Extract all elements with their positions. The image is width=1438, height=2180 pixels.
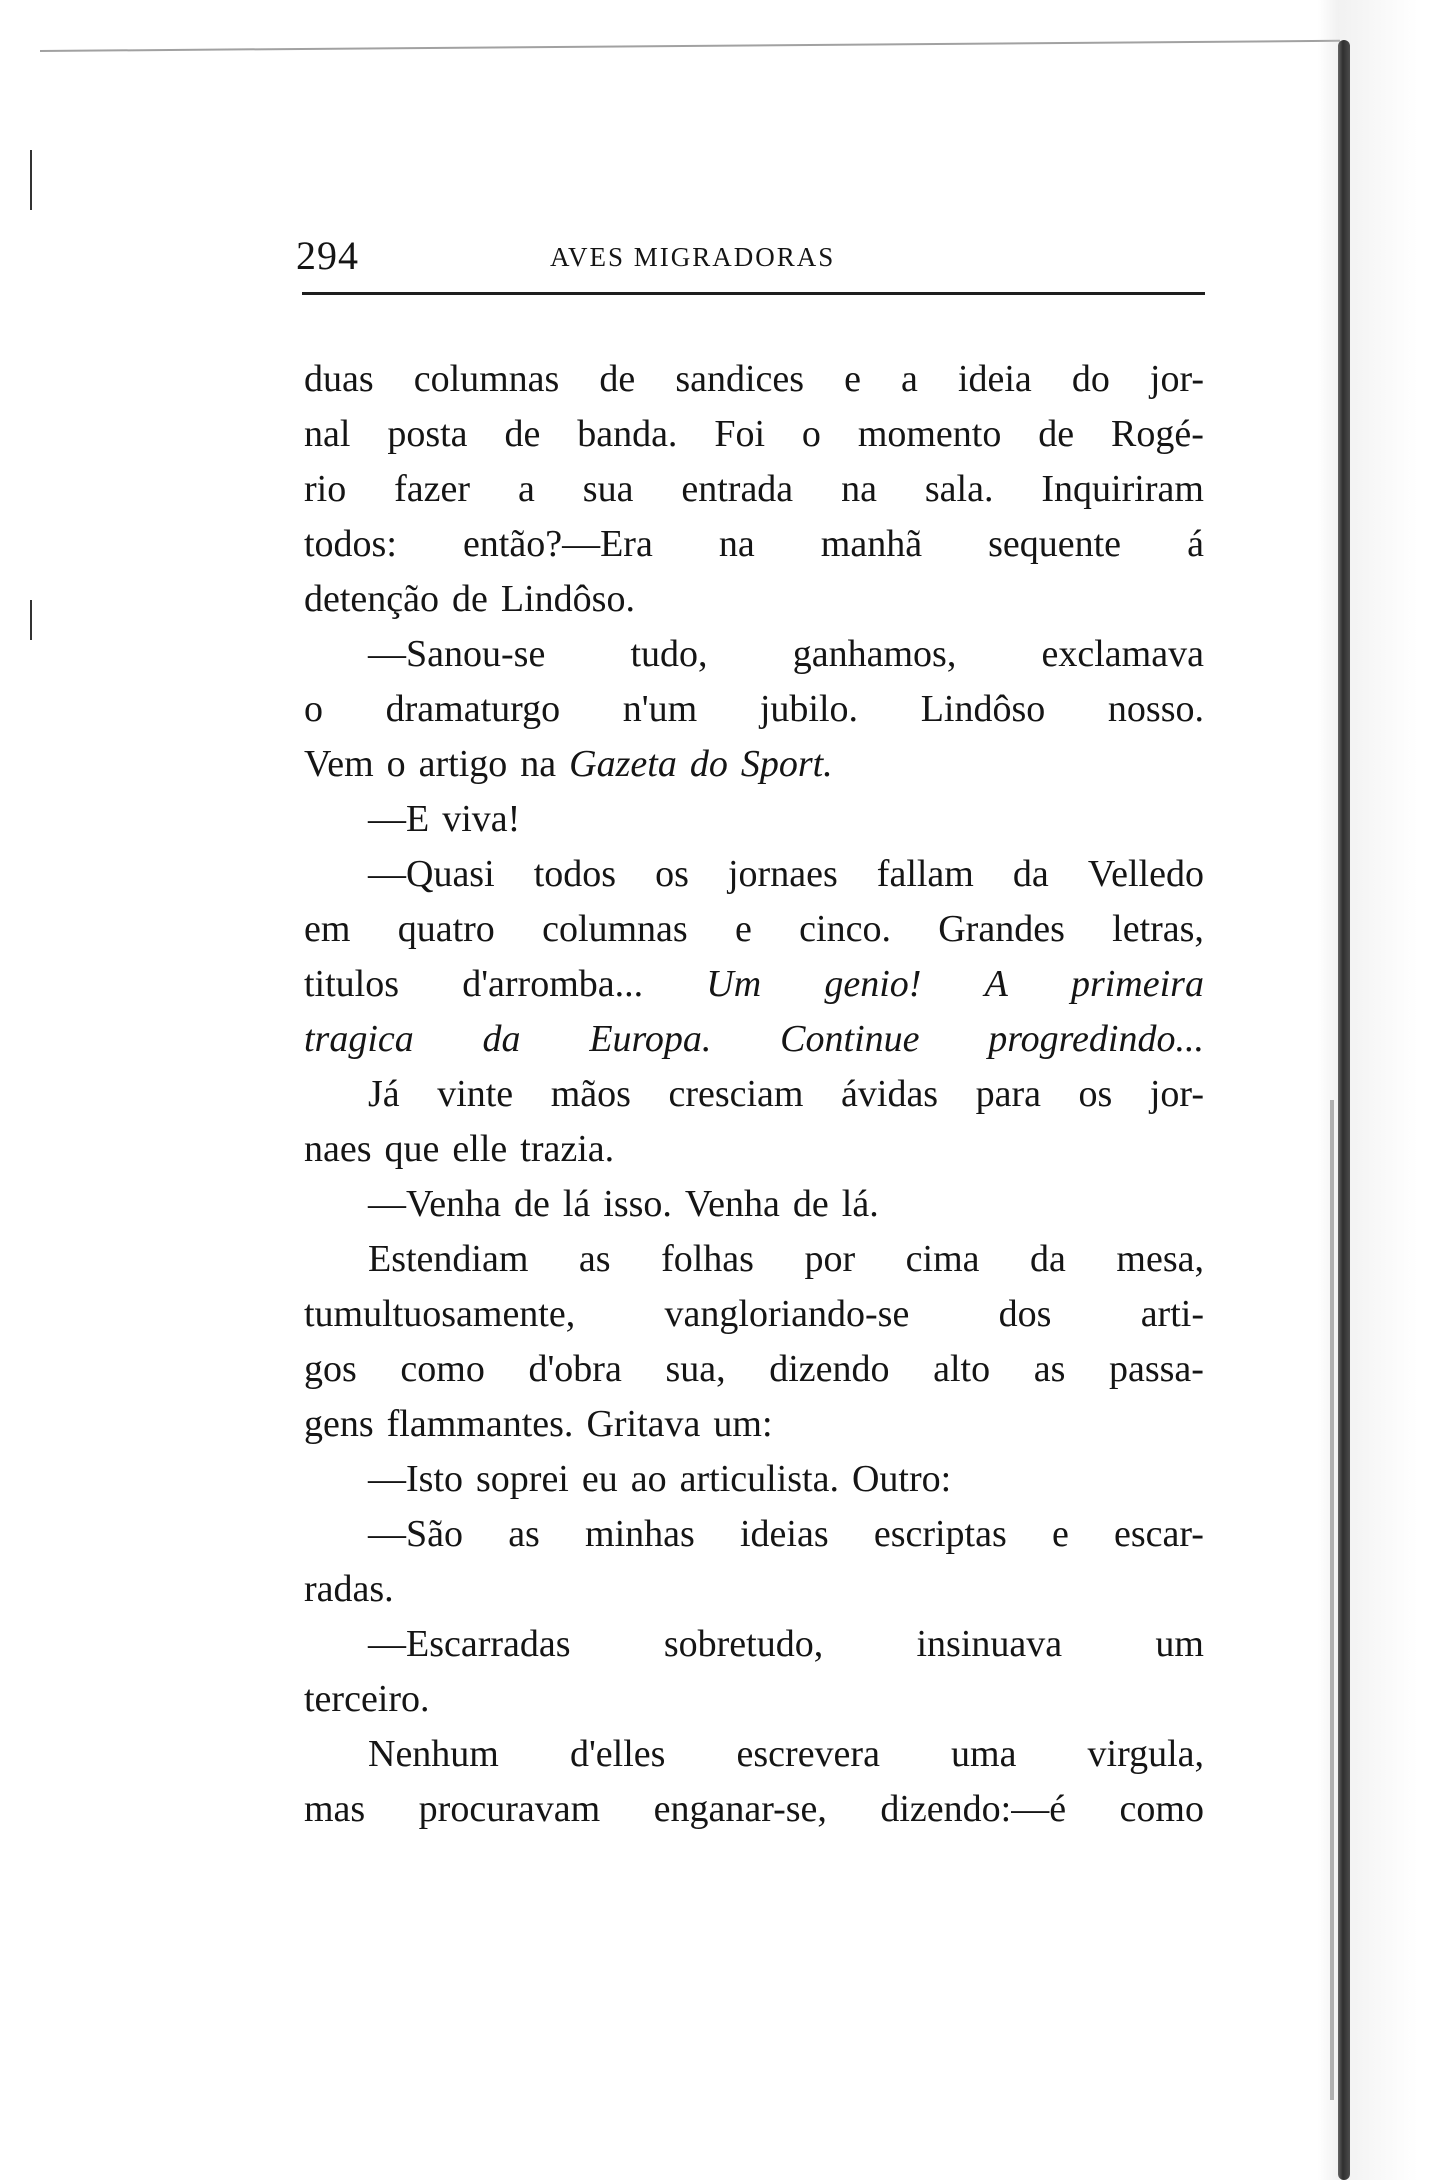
word: os <box>1078 1073 1113 1115</box>
word: titulos <box>304 963 400 1005</box>
word: o <box>386 743 406 785</box>
word: para <box>975 1073 1042 1115</box>
word: entrada <box>681 468 794 510</box>
word: —Venha <box>368 1183 501 1225</box>
word: articulista. <box>679 1458 839 1500</box>
page-number: 294 <box>296 233 359 278</box>
word: em <box>304 908 351 950</box>
word: gens <box>304 1403 374 1445</box>
text-line <box>304 1122 1204 1177</box>
word: folhas <box>661 1238 754 1280</box>
word: lá. <box>841 1183 879 1225</box>
word: de <box>792 1183 829 1225</box>
binding-shadow <box>1318 0 1438 2180</box>
word: como <box>400 1348 485 1390</box>
word: n'um <box>622 688 698 730</box>
word: mas <box>304 1788 366 1830</box>
word: Gazeta <box>569 743 677 785</box>
word: de <box>504 413 541 455</box>
word: naes <box>304 1128 372 1170</box>
text-line <box>304 1342 1204 1397</box>
word: quatro <box>397 908 495 950</box>
word: um: <box>713 1403 773 1445</box>
word: tragica <box>304 1018 414 1060</box>
word: Continue <box>780 1018 920 1060</box>
word: de <box>1038 413 1075 455</box>
word: sua, <box>665 1348 726 1390</box>
word: sua <box>582 468 634 510</box>
text-line <box>304 737 1204 792</box>
word: Venha <box>684 1183 780 1225</box>
text-line <box>304 407 1204 462</box>
word: dos <box>998 1293 1052 1335</box>
text-line <box>304 352 1204 407</box>
word: rio <box>304 468 347 510</box>
body-text <box>304 352 1204 1837</box>
word: Lindôso <box>920 688 1046 730</box>
word: por <box>804 1238 856 1280</box>
word: escriptas <box>873 1513 1007 1555</box>
word: jor- <box>1149 358 1204 400</box>
word: letras, <box>1112 908 1204 950</box>
page-edge-rule <box>40 40 1340 52</box>
text-line <box>304 1672 1204 1727</box>
word: cima <box>905 1238 980 1280</box>
word: jor- <box>1149 1073 1204 1115</box>
word: posta <box>387 413 468 455</box>
word: vinte <box>437 1073 514 1115</box>
word: —Escarradas <box>368 1623 571 1665</box>
text-line <box>304 517 1204 572</box>
text-line <box>304 1067 1204 1122</box>
word: Estendiam <box>368 1238 529 1280</box>
word: procuravam <box>418 1788 601 1830</box>
word: —Quasi <box>368 853 495 895</box>
word: —São <box>368 1513 463 1555</box>
word: Grandes <box>938 908 1065 950</box>
word: Gritava <box>586 1403 701 1445</box>
word: insinuava <box>916 1623 1063 1665</box>
word: Vem <box>304 743 374 785</box>
word: exclamava <box>1041 633 1204 675</box>
text-line <box>304 847 1204 902</box>
word: Velledo <box>1087 853 1204 895</box>
word: nosso. <box>1107 688 1204 730</box>
word: Nenhum <box>368 1733 499 1775</box>
word: A <box>984 963 1008 1005</box>
word: sala. <box>924 468 994 510</box>
word: do <box>689 743 728 785</box>
word: duas <box>304 358 374 400</box>
word: as <box>1033 1348 1066 1390</box>
word: da <box>482 1018 521 1060</box>
word: e <box>735 908 752 950</box>
word: todos <box>533 853 617 895</box>
word: enganar-se, <box>653 1788 827 1830</box>
word: flammantes. <box>386 1403 574 1445</box>
text-line <box>304 1617 1204 1672</box>
word: as <box>508 1513 540 1555</box>
text-line <box>304 1012 1204 1067</box>
running-head <box>296 232 1208 284</box>
word: soprei <box>476 1458 569 1500</box>
word: cresciam <box>668 1073 804 1115</box>
word: Um <box>706 963 762 1005</box>
word: então?—Era <box>462 523 653 565</box>
word: e <box>844 358 861 400</box>
word: de <box>599 358 636 400</box>
word: da <box>1012 853 1049 895</box>
text-line <box>304 1727 1204 1782</box>
word: todos: <box>304 523 397 565</box>
word: tumultuosamente, <box>304 1293 576 1335</box>
word: mãos <box>550 1073 631 1115</box>
word: que <box>384 1128 440 1170</box>
word: nal <box>304 413 351 455</box>
word: banda. <box>577 413 678 455</box>
word: ávidas <box>841 1073 939 1115</box>
word: isso. <box>603 1183 672 1225</box>
word: ao <box>630 1458 667 1500</box>
word: Sport. <box>740 743 833 785</box>
word: na <box>718 523 755 565</box>
word: lá <box>562 1183 591 1225</box>
word: a <box>517 468 535 510</box>
word: eu <box>581 1458 618 1500</box>
word: vangloriando-se <box>664 1293 910 1335</box>
word: sobretudo, <box>663 1623 824 1665</box>
word: Já <box>368 1073 400 1115</box>
word: as <box>578 1238 611 1280</box>
text-line <box>304 1562 1204 1617</box>
word: Outro: <box>851 1458 952 1500</box>
word: Lindôso. <box>500 578 635 620</box>
word: trazia. <box>520 1128 615 1170</box>
word: progredindo... <box>988 1018 1204 1060</box>
word: dizendo:—é <box>880 1788 1067 1830</box>
word: d'obra <box>528 1348 622 1390</box>
word: d'elles <box>569 1733 666 1775</box>
word: alto <box>933 1348 991 1390</box>
header-rule <box>302 292 1205 295</box>
text-line <box>304 1232 1204 1287</box>
word: o <box>304 688 323 730</box>
word: minhas <box>585 1513 695 1555</box>
word: Foi <box>714 413 766 455</box>
word: radas. <box>304 1568 394 1610</box>
word: terceiro. <box>304 1678 430 1720</box>
word: escar- <box>1114 1513 1204 1555</box>
word: sandices <box>675 358 805 400</box>
word: na <box>841 468 877 510</box>
text-line <box>304 957 1204 1012</box>
binding-edge-thin <box>1330 1100 1334 2100</box>
binding-edge <box>1338 40 1350 2180</box>
word: na <box>520 743 557 785</box>
word: fazer <box>394 468 471 510</box>
text-line <box>304 792 1204 847</box>
word: sequente <box>988 523 1122 565</box>
word: detenção <box>304 578 440 620</box>
word: ideias <box>740 1513 829 1555</box>
word: —E <box>368 798 430 840</box>
word: elle <box>452 1128 508 1170</box>
text-line <box>304 1177 1204 1232</box>
word: —Isto <box>368 1458 463 1500</box>
word: arti- <box>1140 1293 1204 1335</box>
word: o <box>801 413 821 455</box>
word: cinco. <box>799 908 891 950</box>
word: d'arromba... <box>462 963 644 1005</box>
text-line <box>304 572 1204 627</box>
word: genio! <box>824 963 922 1005</box>
word: virgula, <box>1087 1733 1204 1775</box>
word: ganhamos, <box>792 633 957 675</box>
word: jubilo. <box>759 688 859 730</box>
word: manhã <box>820 523 923 565</box>
word: artigo <box>418 743 508 785</box>
word: gos <box>304 1348 357 1390</box>
word: os <box>655 853 689 895</box>
text-line <box>304 627 1204 682</box>
text-line <box>304 902 1204 957</box>
word: Inquiriram <box>1041 468 1204 510</box>
text-line <box>304 1507 1204 1562</box>
word: jornaes <box>728 853 838 895</box>
margin-mark <box>30 150 32 210</box>
text-line <box>304 1397 1204 1452</box>
word: tudo, <box>630 633 708 675</box>
text-line <box>304 1782 1204 1837</box>
word: momento <box>857 413 1002 455</box>
word: dramaturgo <box>385 688 561 730</box>
word: um <box>1155 1623 1204 1665</box>
word: mesa, <box>1116 1238 1204 1280</box>
word: columnas <box>413 358 560 400</box>
word: de <box>513 1183 550 1225</box>
word: como <box>1119 1788 1204 1830</box>
word: escrevera <box>736 1733 880 1775</box>
word: uma <box>951 1733 1017 1775</box>
text-line <box>304 682 1204 737</box>
word: dizendo <box>769 1348 890 1390</box>
word: passa- <box>1108 1348 1204 1390</box>
margin-mark <box>30 600 32 640</box>
word: primeira <box>1070 963 1204 1005</box>
word: viva! <box>442 798 521 840</box>
word: Europa. <box>589 1018 712 1060</box>
word: e <box>1051 1513 1069 1555</box>
page-title: AVES MIGRADORAS <box>550 242 836 272</box>
text-line <box>304 462 1204 517</box>
word: de <box>452 578 488 620</box>
word: do <box>1071 358 1110 400</box>
word: a <box>901 358 918 400</box>
word: Rogé- <box>1111 413 1204 455</box>
word: ideia <box>957 358 1032 400</box>
word: da <box>1030 1238 1066 1280</box>
word: fallam <box>876 853 974 895</box>
text-line <box>304 1287 1204 1342</box>
text-line <box>304 1452 1204 1507</box>
word: columnas <box>542 908 688 950</box>
word: —Sanou-se <box>368 633 546 675</box>
word: á <box>1187 523 1204 565</box>
